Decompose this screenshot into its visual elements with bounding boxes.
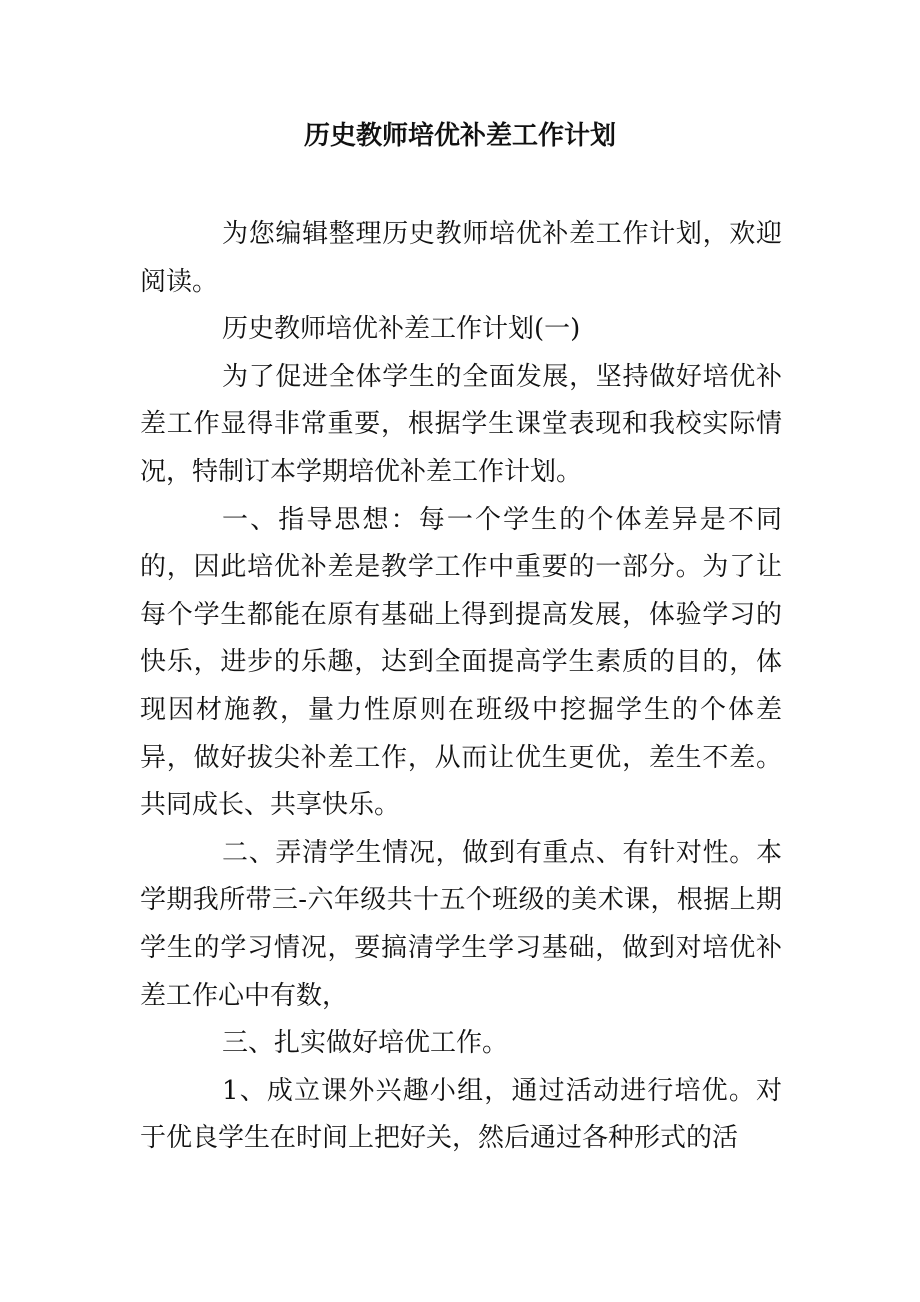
paragraph-intro: 为您编辑整理历史教师培优补差工作计划，欢迎阅读。: [140, 219, 782, 297]
document-body: [140, 211, 782, 1163]
paragraph-subtitle: 历史教师培优补差工作计划(一): [222, 314, 581, 345]
paragraph-guiding-thought: 一、指导思想：每一个学生的个体差异是不同的，因此培优补差是教学工作中重要的一部分。为了让每个学生都能在原有基础上得到提高发展，体验学习的快乐，进步的乐趣，达到全面提高学生素质的目的，体现因材施教，量力性原则在班级中挖掘学生的个体差异，做好拔尖补差工作，从而让优生更优，差生不差。共同成长、共享快乐。: [140, 504, 782, 821]
paragraph-purpose: 为了促进全体学生的全面发展，坚持做好培优补差工作显得非常重要，根据学生课堂表现和我校实际情况，特制订本学期培优补差工作计划。: [140, 361, 782, 487]
paragraph-section-three: 三、扎实做好培优工作。: [222, 1028, 509, 1059]
document-title: 历史教师培优补差工作计划: [303, 121, 616, 151]
paragraph-item-one: 1、成立课外兴趣小组，通过活动进行培优。对于优良学生在时间上把好关，然后通过各种形式的活: [140, 1075, 782, 1154]
paragraph-student-situation: 二、弄清学生情况，做到有重点、有针对性。本学期我所带三-六年级共十五个班级的美术课，根据上期学生的学习情况，要搞清学生学习基础，做到对培优补差工作心中有数，: [140, 837, 782, 1011]
